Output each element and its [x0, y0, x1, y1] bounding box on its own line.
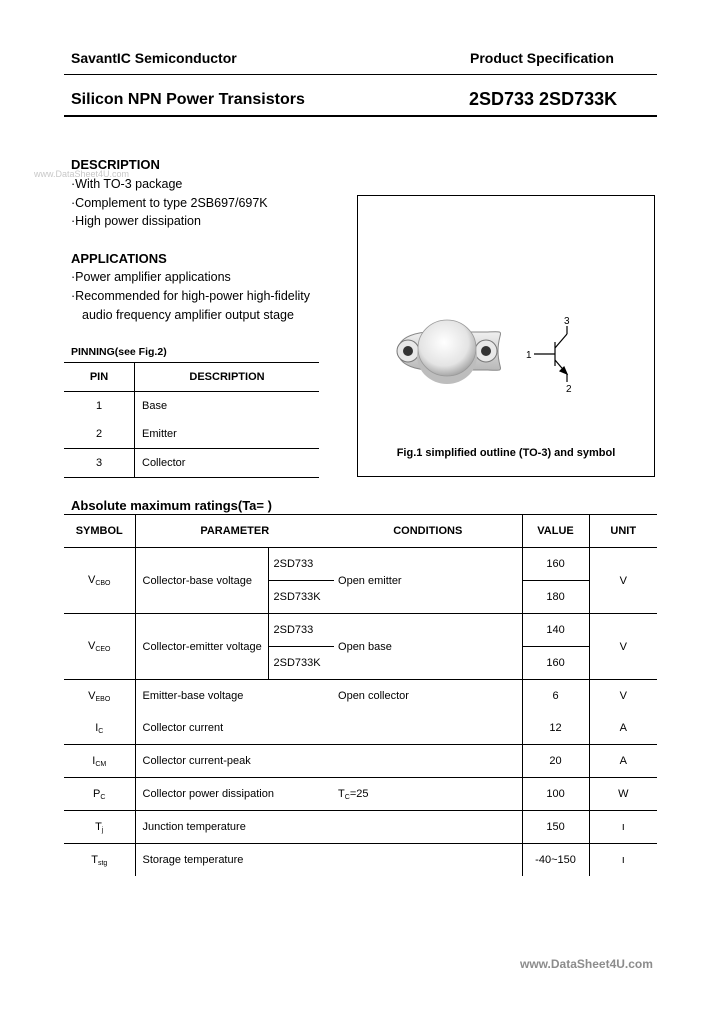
unit-cell: A	[589, 745, 657, 778]
pin-number: 3	[64, 449, 135, 478]
pin-number: 1	[64, 392, 135, 421]
symbol-cell: $P_C$	[64, 778, 135, 811]
table-row	[64, 420, 319, 449]
footer-link[interactable]: www.DataSheet4U.com	[520, 957, 653, 971]
description-item: ·Complement to type 2SB697/697K	[71, 196, 268, 210]
pin-number: 2	[64, 420, 135, 449]
condition-cell: Open base	[334, 614, 522, 680]
condition-cell: $T_C=25$	[334, 778, 522, 811]
symbol-cell: $V_{CEO}$	[64, 614, 135, 680]
to3-package-figure	[358, 196, 654, 476]
value-cell: 12	[522, 712, 589, 745]
unit-cell: ı	[589, 811, 657, 844]
unit-cell: V	[619, 690, 627, 702]
product-title: Silicon NPN Power Transistors	[71, 91, 305, 108]
parameter-cell: Junction temperature	[135, 811, 334, 844]
parameter-cell: Collector power dissipation	[135, 778, 334, 811]
parameter-cell: Collector-emitter voltage	[135, 614, 268, 680]
table-row	[64, 811, 657, 844]
unit-cell: V	[589, 614, 657, 680]
table-row	[64, 449, 319, 478]
table-row	[64, 844, 657, 877]
value-cell: 180	[522, 581, 589, 614]
table-row	[64, 712, 657, 745]
device-cell: 2SD733	[268, 548, 334, 581]
table-row	[64, 548, 657, 581]
condition-cell	[334, 844, 522, 877]
pin-description: Base	[142, 400, 168, 412]
table-header-row	[64, 515, 657, 548]
parameter-cell: Collector current-peak	[135, 745, 334, 778]
unit-cell: W	[589, 778, 657, 811]
symbol-cell: $T_j$	[64, 811, 135, 844]
applications-item: ·Recommended for high-power high-fidelity	[71, 289, 311, 303]
value-cell: 20	[522, 745, 589, 778]
description-item: ·High power dissipation	[71, 214, 201, 228]
condition-cell	[334, 712, 522, 745]
table-row	[64, 392, 319, 421]
conditions-header: CONDITIONS	[334, 515, 522, 548]
applications-title: APPLICATIONS	[71, 251, 167, 266]
pin-description: Collector	[135, 449, 320, 478]
symbol-cell: $I_C$	[64, 712, 135, 745]
unit-cell: A	[589, 712, 657, 745]
figure-caption: Fig.1 simplified outline (TO-3) and symbol	[396, 447, 616, 459]
part-numbers: 2SD733 2SD733K	[469, 89, 618, 109]
pin-header: PIN	[64, 363, 135, 392]
figure-box	[357, 195, 655, 477]
value-header: VALUE	[522, 515, 589, 548]
table-row	[64, 778, 657, 811]
parameter-header: PARAMETER	[135, 515, 334, 548]
watermark-link[interactable]: www.DataSheet4U.com	[34, 169, 130, 179]
applications-item: ·Power amplifier applications	[71, 270, 231, 284]
value-cell: 160	[522, 647, 589, 680]
condition-cell: Open emitter	[334, 548, 522, 614]
parameter-cell: Collector current	[135, 712, 334, 745]
device-cell: 2SD733K	[268, 581, 334, 614]
value-cell: 160	[522, 548, 589, 581]
condition-cell: Open collector	[338, 690, 409, 702]
device-cell: 2SD733K	[268, 647, 334, 680]
value-cell: -40~150	[522, 844, 589, 877]
device-cell: 2SD733	[268, 614, 334, 647]
doc-type: Product Specification	[470, 50, 614, 66]
npn-symbol-icon	[534, 326, 567, 382]
parameter-cell: Emitter-base voltage	[142, 690, 244, 702]
value-cell: 150	[522, 811, 589, 844]
pinning-title: PINNING(see Fig.2)	[71, 346, 167, 358]
symbol-header: SYMBOL	[64, 515, 135, 548]
description-header: DESCRIPTION	[135, 363, 320, 392]
parameter-cell: Storage temperature	[142, 854, 244, 866]
ratings-table	[64, 514, 657, 876]
symbol-pin-label: 2	[566, 384, 572, 395]
unit-cell: V	[589, 548, 657, 614]
description-item: ·With TO-3 package	[71, 177, 183, 191]
value-cell: 140	[522, 614, 589, 647]
table-row	[64, 614, 657, 647]
table-row	[64, 680, 657, 713]
symbol-pin-label: 1	[526, 350, 532, 361]
value-cell: 100	[522, 778, 589, 811]
description-title: DESCRIPTION	[71, 157, 160, 172]
parameter-cell: Collector-base voltage	[135, 548, 268, 614]
symbol-cell: $V_{CBO}$	[64, 548, 135, 614]
pin-description: Emitter	[142, 428, 177, 440]
title-rule	[64, 115, 657, 117]
symbol-pin-label: 3	[564, 316, 570, 327]
ratings-title: Absolute maximum ratings(Ta= )	[71, 498, 272, 513]
symbol-cell: $T_{stg}$	[64, 844, 135, 877]
table-row	[64, 745, 657, 778]
symbol-cell: $V_{EBO}$	[64, 680, 135, 713]
pinning-table	[64, 362, 319, 478]
transistor-package-icon	[397, 320, 501, 384]
applications-item: audio frequency amplifier output stage	[82, 308, 294, 322]
value-cell: 6	[522, 680, 589, 713]
condition-cell	[334, 745, 522, 778]
condition-cell	[334, 811, 522, 844]
header-rule	[64, 74, 657, 75]
symbol-cell: $I_{CM}$	[64, 745, 135, 778]
unit-header: UNIT	[589, 515, 657, 548]
company-name: SavantIC Semiconductor	[71, 50, 237, 66]
unit-cell: ı	[621, 854, 625, 866]
